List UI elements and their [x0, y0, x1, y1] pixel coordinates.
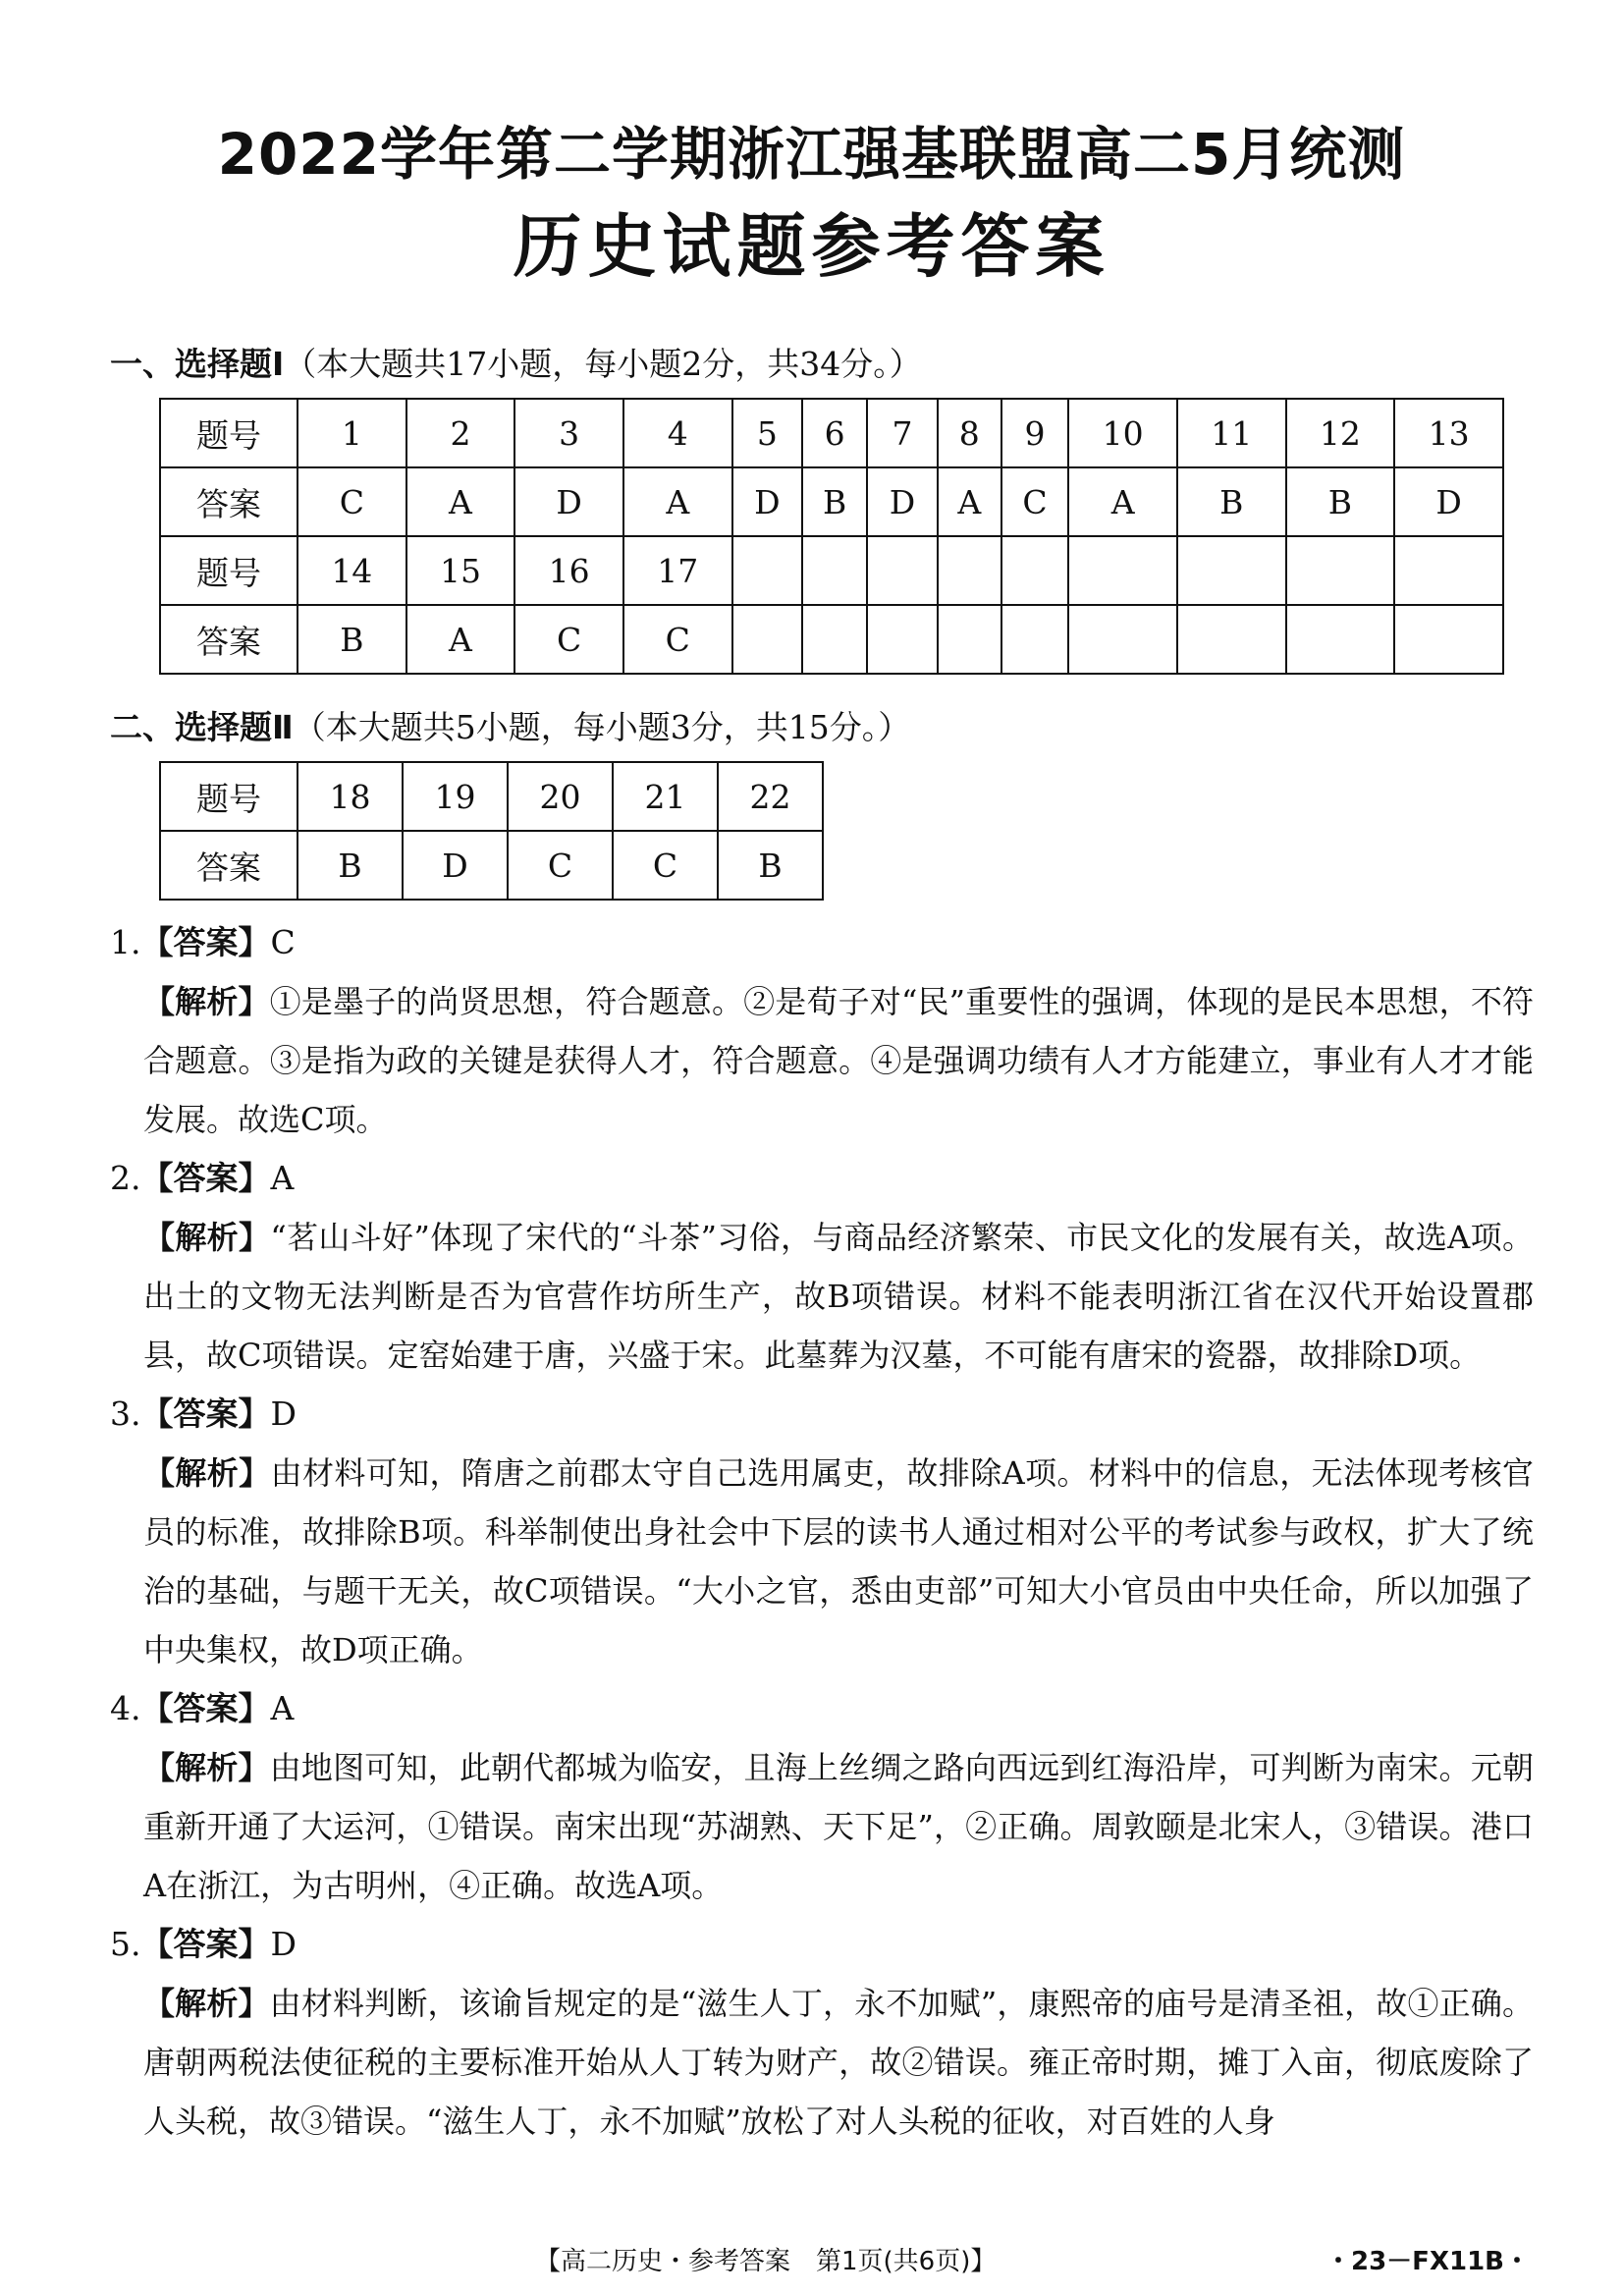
answer-cell: [1394, 605, 1503, 674]
answer-table-1: [159, 398, 1504, 675]
answer-tag: 【答案】: [140, 1925, 271, 1963]
question-number-cell: 13: [1394, 399, 1503, 467]
question-number-cell: 17: [623, 536, 732, 605]
question-number-cell: 16: [514, 536, 623, 605]
answer-tag: 【答案】: [140, 1689, 271, 1727]
question-number-cell: [1286, 536, 1395, 605]
answer-cell: B: [1177, 467, 1286, 536]
question-number-cell: 11: [1177, 399, 1286, 467]
answer-cell: C: [514, 605, 623, 674]
analysis-tag: 【解析】: [143, 1454, 271, 1492]
analysis-paragraph: [110, 1208, 1534, 1385]
question-number-cell: [1394, 536, 1503, 605]
answer-value: A: [270, 1159, 295, 1197]
row-label-answer: 答案: [160, 467, 298, 536]
answer-cell: B: [718, 831, 823, 900]
answer-cell: C: [623, 605, 732, 674]
answer-cell: [867, 605, 938, 674]
question-number-cell: 18: [298, 762, 403, 831]
section-1-note: （本大题共17小题，每小题2分，共34分。）: [284, 345, 922, 383]
question-number-cell: [1177, 536, 1286, 605]
analysis-text: ①是墨子的尚贤思想，符合题意。②是荀子对“民”重要性的强调，体现的是民本思想，不符合题意。③是指为政的关键是获得人才，符合题意。④是强调功绩有人才方能建立，事业有人才才能发展。故选C项。: [143, 983, 1534, 1138]
question-number-cell: 4: [623, 399, 732, 467]
analysis-text: “茗山斗好”体现了宋代的“斗茶”习俗，与商品经济繁荣、市民文化的发展有关，故选A项。出土的文物无法判断是否为官营作坊所生产，故B项错误。材料不能表明浙江省在汉代开始设置郡县，故C项错误。定窑始建于唐，兴盛于宋。此墓葬为汉墓，不可能有唐宋的瓷器，故排除D项。: [143, 1219, 1534, 1374]
table-row: [160, 536, 1503, 605]
question-number-cell: 12: [1286, 399, 1395, 467]
question-answer-line: [110, 913, 1534, 972]
answer-cell: C: [298, 467, 406, 536]
answer-cell: A: [1068, 467, 1177, 536]
question-number-cell: [802, 536, 867, 605]
row-label-question: 题号: [160, 536, 298, 605]
analysis-tag: 【解析】: [143, 983, 270, 1020]
question-number-cell: 10: [1068, 399, 1177, 467]
answer-value: D: [270, 1925, 297, 1963]
question-number-cell: 5: [732, 399, 803, 467]
question-number-cell: 8: [938, 399, 1001, 467]
answer-explanations: [110, 913, 1534, 2151]
section-2-title: 二、选择题Ⅱ: [110, 708, 294, 746]
answer-cell: C: [508, 831, 613, 900]
answer-cell: D: [732, 467, 803, 536]
question-number-cell: 15: [406, 536, 515, 605]
title-line-1: 2022学年第二学期浙江强基联盟高二5月统测: [217, 121, 1406, 188]
section-2-note: （本大题共5小题，每小题3分，共15分。）: [293, 708, 911, 746]
row-label-answer: 答案: [160, 831, 298, 900]
answer-value: C: [270, 923, 296, 961]
answer-cell: [802, 605, 867, 674]
question-number-cell: 14: [298, 536, 406, 605]
answer-cell: [1068, 605, 1177, 674]
question-answer-line: [110, 1915, 1534, 1974]
section-1-heading: [110, 339, 922, 385]
question-number: 3.: [110, 1394, 141, 1433]
answer-cell: B: [1286, 467, 1395, 536]
answer-value: D: [270, 1394, 297, 1433]
footer-page-info: 【高二历史・参考答案 第1页(共6页)】: [535, 2247, 997, 2276]
answer-table-2: [159, 761, 824, 901]
question-number-cell: 20: [508, 762, 613, 831]
answer-cell: A: [406, 467, 515, 536]
row-label-question: 题号: [160, 762, 298, 831]
answer-cell: D: [1394, 467, 1503, 536]
answer-tag: 【答案】: [140, 923, 271, 961]
footer-code: ・23－FX11B・: [1325, 2247, 1530, 2276]
answer-cell: B: [802, 467, 867, 536]
section-1-title: 一、选择题Ⅰ: [110, 345, 285, 383]
answer-cell: D: [867, 467, 938, 536]
question-number-cell: 19: [403, 762, 508, 831]
answer-cell: [1286, 605, 1395, 674]
table-row: [160, 399, 1503, 467]
answer-cell: C: [1001, 467, 1069, 536]
row-label-answer: 答案: [160, 605, 298, 674]
question-number: 4.: [110, 1689, 141, 1727]
question-number: 1.: [110, 923, 141, 961]
analysis-paragraph: [110, 1738, 1534, 1915]
row-label-question: 题号: [160, 399, 298, 467]
question-number: 5.: [110, 1925, 141, 1963]
answer-cell: [732, 605, 803, 674]
answer-cell: [1177, 605, 1286, 674]
question-number-cell: [938, 536, 1001, 605]
answer-value: A: [270, 1689, 295, 1727]
answer-tag: 【答案】: [140, 1394, 271, 1433]
question-number-cell: 6: [802, 399, 867, 467]
question-number-cell: 21: [613, 762, 718, 831]
answer-cell: C: [613, 831, 718, 900]
analysis-tag: 【解析】: [143, 1985, 270, 2022]
question-number: 2.: [110, 1159, 141, 1197]
analysis-text: 由地图可知，此朝代都城为临安，且海上丝绸之路向西远到红海沿岸，可判断为南宋。元朝重新开通了大运河，①错误。南宋出现“苏湖熟、天下足”，②正确。周敦颐是北宋人，③错误。港口A在浙江，为古明州，④正确。故选A项。: [143, 1749, 1534, 1904]
table-row: [160, 605, 1503, 674]
question-number-cell: 3: [514, 399, 623, 467]
question-number-cell: [732, 536, 803, 605]
answer-cell: [1001, 605, 1069, 674]
title-line-2: 历史试题参考答案: [513, 206, 1110, 287]
analysis-tag: 【解析】: [143, 1749, 270, 1786]
question-answer-line: [110, 1679, 1534, 1738]
table-row: [160, 467, 1503, 536]
answer-cell: D: [514, 467, 623, 536]
answer-cell: B: [298, 605, 406, 674]
question-number-cell: [867, 536, 938, 605]
question-number-cell: 1: [298, 399, 406, 467]
analysis-text: 由材料判断，该谕旨规定的是“滋生人丁，永不加赋”，康熙帝的庙号是清圣祖，故①正确。唐朝两税法使征税的主要标准开始从人丁转为财产，故②错误。雍正帝时期，摊丁入亩，彻底废除了人头税，故③错误。“滋生人丁，永不加赋”放松了对人头税的征收，对百姓的人身: [143, 1985, 1534, 2140]
question-number-cell: 22: [718, 762, 823, 831]
analysis-paragraph: [110, 1444, 1534, 1679]
analysis-text: 由材料可知，隋唐之前郡太守自己选用属吏，故排除A项。材料中的信息，无法体现考核官员的标准，故排除B项。科举制使出身社会中下层的读书人通过相对公平的考试参与政权，扩大了统治的基础，与题干无关，故C项错误。“大小之官，悉由吏部”可知大小官员由中央任命，所以加强了中央集权，故D项正确。: [143, 1454, 1534, 1668]
table-row: [160, 762, 823, 831]
analysis-tag: 【解析】: [143, 1219, 271, 1256]
table-row: [160, 831, 823, 900]
analysis-paragraph: [110, 972, 1534, 1149]
question-number-cell: 7: [867, 399, 938, 467]
analysis-paragraph: [110, 1974, 1534, 2151]
answer-cell: [938, 605, 1001, 674]
answer-cell: B: [298, 831, 403, 900]
question-answer-line: [110, 1149, 1534, 1208]
answer-cell: D: [403, 831, 508, 900]
question-answer-line: [110, 1385, 1534, 1444]
question-number-cell: [1001, 536, 1069, 605]
answer-tag: 【答案】: [140, 1159, 271, 1197]
answer-cell: A: [623, 467, 732, 536]
question-number-cell: 2: [406, 399, 515, 467]
question-number-cell: [1068, 536, 1177, 605]
question-number-cell: 9: [1001, 399, 1069, 467]
answer-cell: A: [406, 605, 515, 674]
answer-cell: A: [938, 467, 1001, 536]
section-2-heading: [110, 702, 910, 748]
